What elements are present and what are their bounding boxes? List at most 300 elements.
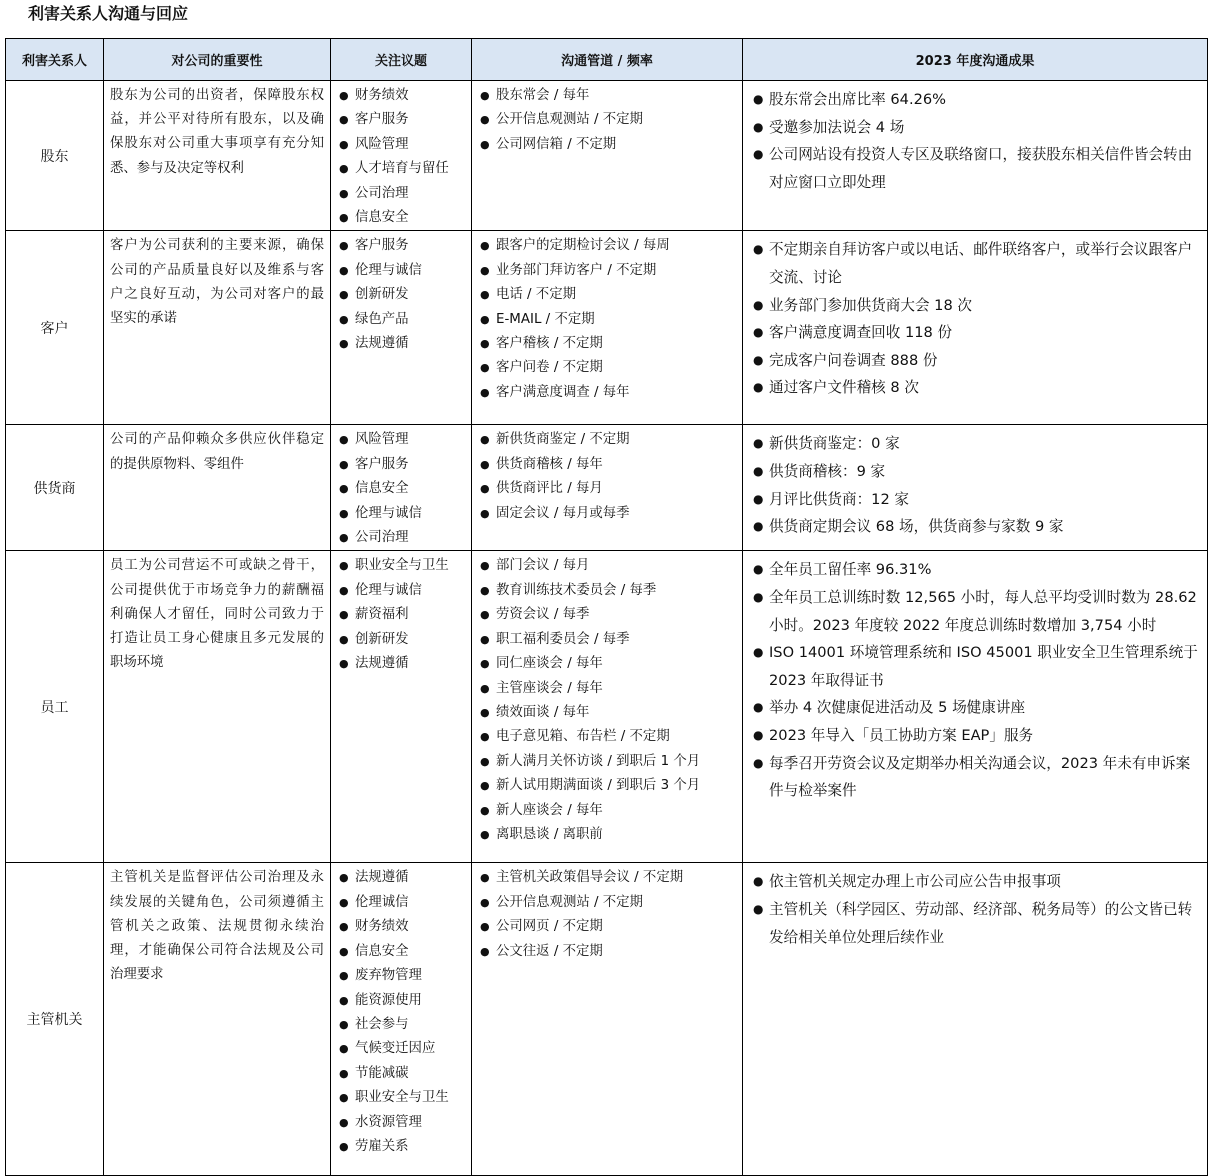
topic-item-text: 气候变迁因应 xyxy=(355,1041,436,1057)
bullet-icon: ● xyxy=(480,705,490,719)
bullet-icon: ● xyxy=(339,895,349,909)
bullet-icon: ● xyxy=(339,632,349,646)
channel-item-text: 新人试用期满面谈 / 到职后 3 个月 xyxy=(496,778,701,794)
result-item xyxy=(753,694,1201,722)
channel-item xyxy=(480,677,742,701)
topic-item xyxy=(339,283,471,307)
table-row xyxy=(6,551,1208,863)
bullet-icon: ● xyxy=(480,263,490,277)
channel-item-text: 固定会议 / 每月或每季 xyxy=(496,505,630,521)
topic-item xyxy=(339,652,471,676)
results-cell xyxy=(743,231,1208,425)
bullet-icon: ● xyxy=(480,433,490,447)
results-cell xyxy=(743,551,1208,863)
channel-item xyxy=(480,332,742,356)
result-item-text: 完成客户问卷调查 888 份 xyxy=(769,351,938,369)
channels-cell xyxy=(472,231,743,425)
channel-item-text: 供货商评比 / 每月 xyxy=(496,481,603,497)
channel-item xyxy=(480,823,742,847)
topic-item-text: 伦理诚信 xyxy=(355,894,409,910)
bullet-icon: ● xyxy=(339,608,349,622)
result-item-text: 通过客户文件稽核 8 次 xyxy=(769,379,919,397)
stakeholder-cell: 客户 xyxy=(6,231,104,425)
topic-item xyxy=(339,428,471,452)
channel-item xyxy=(480,477,742,501)
result-item xyxy=(753,556,1201,584)
topic-item-text: 客户服务 xyxy=(355,238,409,254)
bullet-icon: ● xyxy=(753,755,764,770)
bullet-icon: ● xyxy=(753,645,764,660)
bullet-icon: ● xyxy=(339,1139,349,1153)
header-topics: 关注议题 xyxy=(331,39,472,81)
topic-item-text: 薪资福利 xyxy=(355,607,409,623)
topic-item-text: 职业安全与卫生 xyxy=(355,558,449,574)
topic-item xyxy=(339,940,471,964)
channel-item-text: 公司网页 / 不定期 xyxy=(496,919,603,935)
table-row xyxy=(6,863,1208,1176)
topics-cell xyxy=(331,863,472,1176)
stakeholder-cell: 员工 xyxy=(6,551,104,863)
channel-item-text: 新人满月关怀访谈 / 到职后 1 个月 xyxy=(496,753,701,769)
topic-item xyxy=(339,133,471,157)
topic-item-text: 公司治理 xyxy=(355,530,409,546)
bullet-icon: ● xyxy=(339,482,349,496)
bullet-icon: ● xyxy=(339,433,349,447)
bullet-icon: ● xyxy=(339,137,349,151)
table-row xyxy=(6,231,1208,425)
channel-item-text: E-MAIL / 不定期 xyxy=(496,311,595,327)
topic-item-text: 客户服务 xyxy=(355,456,409,472)
bullet-icon: ● xyxy=(480,730,490,744)
channels-cell xyxy=(472,551,743,863)
bullet-icon: ● xyxy=(339,1017,349,1031)
results-list xyxy=(753,868,1201,951)
channel-item xyxy=(480,799,742,823)
table-row xyxy=(6,425,1208,551)
result-item xyxy=(753,639,1201,694)
topic-item-text: 人才培育与留任 xyxy=(355,161,449,177)
channel-item xyxy=(480,866,742,890)
topics-list xyxy=(339,866,471,1159)
bullet-icon: ● xyxy=(480,803,490,817)
bullet-icon: ● xyxy=(753,590,764,605)
topic-item-text: 绿色产品 xyxy=(355,311,409,327)
bullet-icon: ● xyxy=(753,700,764,715)
bullet-icon: ● xyxy=(480,559,490,573)
result-item xyxy=(753,896,1201,951)
topic-item xyxy=(339,1135,471,1159)
topic-item xyxy=(339,1037,471,1061)
topic-item-text: 财务绩效 xyxy=(355,919,409,935)
result-item-text: 月评比供货商：12 家 xyxy=(769,490,909,508)
result-item-text: 业务部门参加供货商大会 18 次 xyxy=(769,296,972,314)
channel-item-text: 客户问卷 / 不定期 xyxy=(496,360,603,376)
topic-item xyxy=(339,891,471,915)
bullet-icon: ● xyxy=(339,288,349,302)
bullet-icon: ● xyxy=(753,436,764,451)
table-header-row xyxy=(6,39,1208,81)
topic-item xyxy=(339,989,471,1013)
header-results: 2023 年度沟通成果 xyxy=(743,39,1208,81)
stakeholder-table xyxy=(5,38,1208,1176)
bullet-icon: ● xyxy=(339,312,349,326)
bullet-icon: ● xyxy=(480,288,490,302)
topics-cell xyxy=(331,551,472,863)
stakeholder-cell: 供货商 xyxy=(6,425,104,551)
result-item xyxy=(753,458,1201,486)
channel-item xyxy=(480,308,742,332)
channel-item-text: 股东常会 / 每年 xyxy=(496,88,590,103)
topics-list xyxy=(339,554,471,676)
bullet-icon: ● xyxy=(753,297,764,312)
channel-item-text: 新人座谈会 / 每年 xyxy=(496,802,603,818)
result-item xyxy=(753,347,1201,375)
bullet-icon: ● xyxy=(480,239,490,253)
channel-item xyxy=(480,940,742,964)
topic-item-text: 伦理与诚信 xyxy=(355,582,422,598)
result-item-text: 全年员工总训练时数 12,565 小时，每人总平均受训时数为 28.62 小时。2023 年度较 2022 年度总训练时数增加 3,754 小时 xyxy=(769,589,1197,634)
bullet-icon: ● xyxy=(339,993,349,1007)
channel-item-text: 劳资会议 / 每季 xyxy=(496,607,590,623)
topic-item xyxy=(339,1111,471,1135)
channels-list xyxy=(480,866,742,964)
bullet-icon: ● xyxy=(339,337,349,351)
bullet-icon: ● xyxy=(480,779,490,793)
result-item-text: 供货商稽核：9 家 xyxy=(769,463,886,481)
bullet-icon: ● xyxy=(753,874,764,889)
result-item-text: 股东常会出席比率 64.26% xyxy=(769,91,947,108)
topic-item-text: 信息安全 xyxy=(355,481,409,497)
result-item xyxy=(753,114,1201,142)
bullet-icon: ● xyxy=(480,920,490,934)
stakeholder-cell: 股东 xyxy=(6,81,104,231)
bullet-icon: ● xyxy=(480,137,490,151)
topics-cell xyxy=(331,231,472,425)
result-item-text: 依主管机关规定办理上市公司应公告申报事项 xyxy=(769,873,1061,891)
channel-item xyxy=(480,891,742,915)
bullet-icon: ● xyxy=(339,113,349,127)
result-item-text: ISO 14001 环境管理系统和 ISO 45001 职业安全卫生管理系统于 2023 年取得证书 xyxy=(769,644,1198,689)
topics-cell xyxy=(331,81,472,231)
topic-item xyxy=(339,1086,471,1110)
topic-item xyxy=(339,866,471,890)
bullet-icon: ● xyxy=(339,944,349,958)
bullet-icon: ● xyxy=(339,583,349,597)
channel-item xyxy=(480,259,742,283)
bullet-icon: ● xyxy=(480,827,490,841)
header-channels: 沟通管道 / 频率 xyxy=(472,39,743,81)
bullet-icon: ● xyxy=(339,920,349,934)
importance-cell: 客户为公司获利的主要来源，确保公司的产品质量良好以及维系与客户之良好互动，为公司对客户的最坚实的承诺 xyxy=(104,231,331,425)
topic-item xyxy=(339,453,471,477)
bullet-icon: ● xyxy=(339,969,349,983)
topic-item-text: 劳雇关系 xyxy=(355,1138,409,1154)
bullet-icon: ● xyxy=(339,239,349,253)
bullet-icon: ● xyxy=(753,464,764,479)
channel-item-text: 供货商稽核 / 每年 xyxy=(496,456,603,472)
result-item xyxy=(753,292,1201,320)
bullet-icon: ● xyxy=(480,385,490,399)
bullet-icon: ● xyxy=(480,361,490,375)
result-item xyxy=(753,319,1201,347)
channel-item-text: 同仁座谈会 / 每年 xyxy=(496,656,603,672)
result-item-text: 2023 年导入「员工协助方案 EAP」服务 xyxy=(769,727,1034,745)
bullet-icon: ● xyxy=(753,352,764,367)
bullet-icon: ● xyxy=(339,263,349,277)
bullet-icon: ● xyxy=(480,632,490,646)
topic-item xyxy=(339,206,471,230)
channel-item xyxy=(480,750,742,774)
topic-item xyxy=(339,108,471,132)
bullet-icon: ● xyxy=(753,728,764,743)
result-item xyxy=(753,374,1201,402)
topic-item-text: 能资源使用 xyxy=(355,992,422,1008)
topics-list xyxy=(339,234,471,356)
topic-item xyxy=(339,308,471,332)
bullet-icon: ● xyxy=(339,506,349,520)
bullet-icon: ● xyxy=(480,657,490,671)
topic-item-text: 财务绩效 xyxy=(355,88,409,103)
topic-item xyxy=(339,1062,471,1086)
bullet-icon: ● xyxy=(480,944,490,958)
channel-item-text: 教育训练技术委员会 / 每季 xyxy=(496,582,657,598)
result-item-text: 全年员工留任率 96.31% xyxy=(769,561,932,579)
bullet-icon: ● xyxy=(753,491,764,506)
channels-list xyxy=(480,234,742,405)
header-stakeholder: 利害关系人 xyxy=(6,39,104,81)
topic-item xyxy=(339,628,471,652)
channel-item xyxy=(480,502,742,526)
result-item xyxy=(753,141,1201,196)
results-list xyxy=(753,556,1201,804)
result-item-text: 每季召开劳资会议及定期举办相关沟通会议，2023 年未有申诉案件与检举案件 xyxy=(769,754,1191,800)
results-list xyxy=(753,430,1201,540)
topic-item-text: 节能减碳 xyxy=(355,1065,409,1081)
channel-item xyxy=(480,579,742,603)
channel-item-text: 客户满意度调查 / 每年 xyxy=(496,384,630,400)
bullet-icon: ● xyxy=(480,506,490,520)
bullet-icon: ● xyxy=(339,89,349,102)
channels-cell xyxy=(472,81,743,231)
channels-cell xyxy=(472,863,743,1176)
result-item xyxy=(753,722,1201,750)
channel-item xyxy=(480,774,742,798)
topic-item xyxy=(339,477,471,501)
result-item-text: 公司网站设有投资人专区及联络窗口，接获股东相关信件皆会转由对应窗口立即处理 xyxy=(769,146,1193,191)
results-list xyxy=(753,86,1201,196)
bullet-icon: ● xyxy=(480,89,490,102)
topic-item-text: 社会参与 xyxy=(355,1016,409,1032)
channel-item-text: 职工福利委员会 / 每季 xyxy=(496,631,630,647)
topic-item xyxy=(339,157,471,181)
bullet-icon: ● xyxy=(339,559,349,573)
bullet-icon: ● xyxy=(753,242,764,257)
result-item xyxy=(753,750,1201,805)
topics-list xyxy=(339,428,471,550)
topic-item xyxy=(339,502,471,526)
result-item-text: 供货商定期会议 68 场，供货商参与家数 9 家 xyxy=(769,518,1064,536)
topic-item-text: 废弃物管理 xyxy=(355,968,422,984)
topic-item xyxy=(339,1013,471,1037)
topic-item-text: 伦理与诚信 xyxy=(355,262,422,278)
bullet-icon: ● xyxy=(339,657,349,671)
topic-item-text: 创新研发 xyxy=(355,287,409,303)
results-cell xyxy=(743,425,1208,551)
result-item-text: 举办 4 次健康促进活动及 5 场健康讲座 xyxy=(769,699,1026,717)
bullet-icon: ● xyxy=(339,1066,349,1080)
channel-item-text: 公司网信箱 / 不定期 xyxy=(496,136,617,152)
channel-item-text: 跟客户的定期检讨会议 / 每周 xyxy=(496,238,670,254)
channel-item xyxy=(480,428,742,452)
bullet-icon: ● xyxy=(480,482,490,496)
channels-list xyxy=(480,84,742,157)
channel-item-text: 客户稽核 / 不定期 xyxy=(496,336,603,352)
channel-item-text: 新供货商鉴定 / 不定期 xyxy=(496,432,630,448)
bullet-icon: ● xyxy=(339,1115,349,1129)
channels-list xyxy=(480,428,742,526)
bullet-icon: ● xyxy=(753,519,764,534)
topic-item xyxy=(339,332,471,356)
bullet-icon: ● xyxy=(753,92,764,106)
topic-item-text: 伦理与诚信 xyxy=(355,505,422,521)
topic-item-text: 客户服务 xyxy=(355,112,409,128)
topic-item xyxy=(339,964,471,988)
result-item xyxy=(753,236,1201,291)
result-item-text: 客户满意度调查回收 118 份 xyxy=(769,324,953,342)
bullet-icon: ● xyxy=(480,608,490,622)
channel-item xyxy=(480,283,742,307)
bullet-icon: ● xyxy=(339,1042,349,1056)
topic-item xyxy=(339,579,471,603)
bullet-icon: ● xyxy=(339,457,349,471)
page-title: 利害关系人沟通与回应 xyxy=(28,4,189,23)
channel-item-text: 业务部门拜访客户 / 不定期 xyxy=(496,262,657,278)
topic-item-text: 信息安全 xyxy=(355,943,409,959)
channel-item-text: 离职恳谈 / 离职前 xyxy=(496,826,603,842)
topic-item xyxy=(339,603,471,627)
topic-item-text: 法规遵循 xyxy=(355,656,409,672)
bullet-icon: ● xyxy=(753,147,764,162)
results-list xyxy=(753,236,1201,402)
topic-item-text: 信息安全 xyxy=(355,210,409,226)
stakeholder-cell: 主管机关 xyxy=(6,863,104,1176)
importance-cell: 主管机关是监督评估公司治理及永续发展的关键角色，公司须遵循主管机关之政策、法规贯彻永续治理，才能确保公司符合法规及公司治理要求 xyxy=(104,863,331,1176)
channel-item xyxy=(480,725,742,749)
bullet-icon: ● xyxy=(480,871,490,885)
importance-cell: 公司的产品仰赖众多供应伙伴稳定的提供原物料、零组件 xyxy=(104,425,331,551)
bullet-icon: ● xyxy=(480,312,490,326)
result-item xyxy=(753,86,1201,114)
bullet-icon: ● xyxy=(480,337,490,351)
channel-item-text: 电子意见箱、布告栏 / 不定期 xyxy=(496,729,670,745)
result-item xyxy=(753,486,1201,514)
result-item xyxy=(753,584,1201,639)
result-item xyxy=(753,513,1201,541)
bullet-icon: ● xyxy=(753,562,764,577)
channel-item xyxy=(480,381,742,405)
topic-item xyxy=(339,234,471,258)
header-importance: 对公司的重要性 xyxy=(104,39,331,81)
bullet-icon: ● xyxy=(339,871,349,885)
bullet-icon: ● xyxy=(339,531,349,545)
bullet-icon: ● xyxy=(753,902,764,917)
channel-item-text: 公开信息观测站 / 不定期 xyxy=(496,112,643,128)
topics-cell xyxy=(331,425,472,551)
channel-item-text: 公开信息观测站 / 不定期 xyxy=(496,894,643,910)
bullet-icon: ● xyxy=(480,754,490,768)
channel-item-text: 绩效面谈 / 每年 xyxy=(496,704,590,720)
result-item xyxy=(753,868,1201,896)
bullet-icon: ● xyxy=(753,119,764,134)
channel-item xyxy=(480,628,742,652)
channel-item-text: 主管座谈会 / 每年 xyxy=(496,680,603,696)
topic-item-text: 职业安全与卫生 xyxy=(355,1090,449,1106)
result-item xyxy=(753,430,1201,458)
topic-item-text: 水资源管理 xyxy=(355,1114,422,1130)
topic-item-text: 法规遵循 xyxy=(355,870,409,886)
bullet-icon: ● xyxy=(339,1091,349,1105)
bullet-icon: ● xyxy=(753,325,764,340)
channel-item xyxy=(480,84,742,108)
channel-item-text: 主管机关政策倡导会议 / 不定期 xyxy=(496,870,684,886)
channel-item xyxy=(480,234,742,258)
importance-cell: 员工为公司营运不可或缺之骨干，公司提供优于市场竞争力的薪酬福利确保人才留任，同时公司致力于打造让员工身心健康且多元发展的职场环境 xyxy=(104,551,331,863)
results-cell xyxy=(743,863,1208,1176)
bullet-icon: ● xyxy=(480,681,490,695)
topic-item xyxy=(339,182,471,206)
bullet-icon: ● xyxy=(339,186,349,200)
channel-item xyxy=(480,603,742,627)
result-item-text: 受邀参加法说会 4 场 xyxy=(769,118,905,136)
bullet-icon: ● xyxy=(339,211,349,225)
channel-item xyxy=(480,652,742,676)
channel-item xyxy=(480,915,742,939)
bullet-icon: ● xyxy=(753,380,764,395)
channel-item-text: 电话 / 不定期 xyxy=(496,287,576,303)
topic-item xyxy=(339,259,471,283)
channel-item-text: 部门会议 / 每月 xyxy=(496,558,590,574)
channel-item-text: 公文往返 / 不定期 xyxy=(496,943,603,959)
topic-item-text: 创新研发 xyxy=(355,631,409,647)
channel-item xyxy=(480,701,742,725)
table-row xyxy=(6,81,1208,231)
result-item-text: 不定期亲自拜访客户或以电话、邮件联络客户，或举行会议跟客户交流、讨论 xyxy=(769,241,1193,287)
result-item-text: 新供货商鉴定：0 家 xyxy=(769,435,900,453)
channel-item xyxy=(480,133,742,157)
bullet-icon: ● xyxy=(480,457,490,471)
bullet-icon: ● xyxy=(480,113,490,127)
result-item-text: 主管机关（科学园区、劳动部、经济部、税务局等）的公文皆已转发给相关单位处理后续作业 xyxy=(769,901,1193,946)
topic-item-text: 法规遵循 xyxy=(355,336,409,352)
topic-item xyxy=(339,526,471,550)
results-cell xyxy=(743,81,1208,231)
channel-item xyxy=(480,554,742,578)
bullet-icon: ● xyxy=(480,583,490,597)
topic-item-text: 风险管理 xyxy=(355,432,409,448)
importance-cell: 股东为公司的出资者，保障股东权益，并公平对待所有股东，以及确保股东对公司重大事项享有充分知悉、参与及决定等权利 xyxy=(104,81,331,231)
topic-item-text: 风险管理 xyxy=(355,136,409,152)
topic-item xyxy=(339,554,471,578)
channel-item xyxy=(480,356,742,380)
topics-list xyxy=(339,84,471,230)
bullet-icon: ● xyxy=(339,162,349,176)
bullet-icon: ● xyxy=(480,895,490,909)
topic-item xyxy=(339,84,471,108)
channels-list xyxy=(480,554,742,847)
channel-item xyxy=(480,453,742,477)
channel-item xyxy=(480,108,742,132)
topic-item-text: 公司治理 xyxy=(355,185,409,201)
